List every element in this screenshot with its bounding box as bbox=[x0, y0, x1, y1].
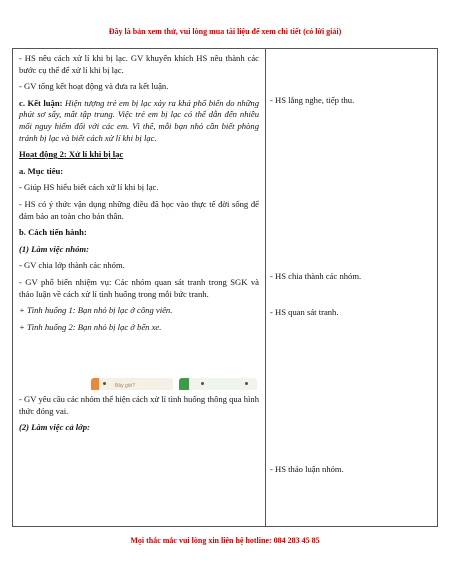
situation-item: + Tình huống 2: Bạn nhỏ bị lạc ở bến xe. bbox=[19, 321, 162, 332]
student-note: - HS chia thành các nhóm. bbox=[270, 271, 362, 281]
goal-item: - HS có ý thức vận dụng những điều đã học vào thực tế đời sống để đảm bảo an toàn cho bản thân. bbox=[19, 198, 259, 221]
step-item: - GV chia lớp thành các nhóm. bbox=[19, 260, 125, 271]
goal-heading: a. Mục tiêu: bbox=[19, 165, 64, 176]
conclusion-label: c. Kết luận: bbox=[19, 97, 63, 108]
activity-title: Hoạt động 2: Xử lí khi bị lạc bbox=[19, 149, 124, 160]
student-activities-cell bbox=[266, 49, 438, 527]
situation-item: + Tình huống 1: Bạn nhỏ bị lạc ở công viên. bbox=[19, 305, 173, 316]
paragraph: - GV tổng kết hoạt động và đưa ra kết luận. bbox=[19, 81, 169, 92]
conclusion bbox=[19, 98, 259, 144]
illustration-panel-park bbox=[91, 378, 173, 390]
textbook-illustration bbox=[19, 338, 259, 390]
group-work-heading: (1) Làm việc nhóm: bbox=[19, 243, 89, 254]
lesson-plan-table bbox=[12, 48, 438, 527]
hotline-banner: Mọi thắc mắc vui lòng xin liên hệ hotline: 084 283 45 85 bbox=[130, 536, 320, 545]
step-item: - GV phổ biến nhiệm vụ: Các nhóm quan sát tranh trong SGK và thảo luận về cách xử lí tình huống trong mỗi bức tranh. bbox=[19, 276, 259, 299]
illustration-panel-station bbox=[179, 378, 257, 390]
student-note: - HS thảo luận nhóm. bbox=[270, 464, 344, 474]
conclusion-text: Hiện tượng trẻ em bị lạc xảy ra khá phổ biến do những phút sơ sẩy, mất tập trung. Việc trẻ em bị lạc có thể dẫn đến nhiều mối nguy hiểm đối với các em. Vì thế, mỗi bạn nhỏ cần biết phòng tránh bị lạc và biết cách xử lí khi bị lạc. bbox=[19, 97, 259, 143]
method-heading: b. Cách tiến hành: bbox=[19, 227, 87, 238]
preview-banner: Đây là bản xem thử, vui lòng mua tài liệu để xem chi tiết (có lời giải) bbox=[108, 27, 342, 36]
step-item: - GV yêu cầu các nhóm thể hiện cách xử lí tình huống thông qua hình thức đóng vai. bbox=[19, 394, 259, 416]
student-note: - HS lắng nghe, tiếp thu. bbox=[270, 95, 355, 105]
illustration-caption: Bây giờ? bbox=[115, 383, 135, 390]
student-note: - HS quan sát tranh. bbox=[270, 307, 339, 317]
goal-item: - Giúp HS hiểu biết cách xử lí khi bị lạc. bbox=[19, 182, 159, 193]
table-row bbox=[13, 49, 438, 527]
class-work-heading: (2) Làm việc cả lớp: bbox=[19, 422, 90, 433]
paragraph: - HS nêu cách xử lí khi bị lạc. GV khuyến khích HS nêu thành các bước cụ thể để xử lí khi bị lạc. bbox=[19, 53, 259, 75]
teacher-activities-cell bbox=[13, 49, 266, 527]
